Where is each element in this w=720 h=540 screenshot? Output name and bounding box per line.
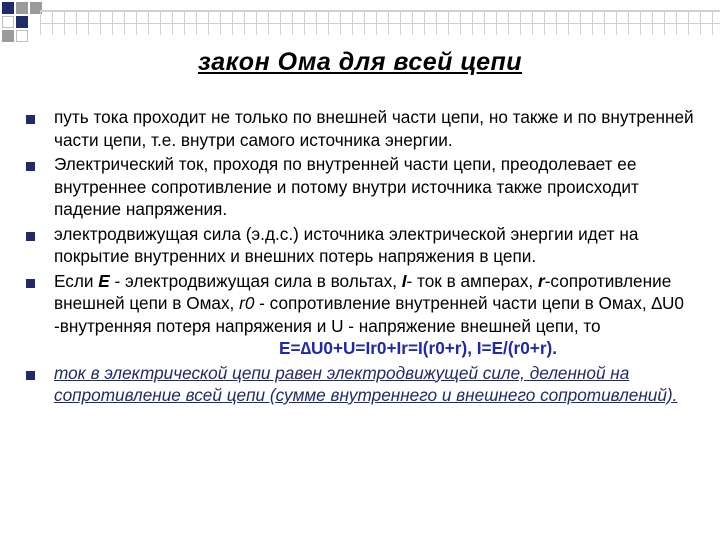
deco-square (2, 2, 14, 14)
list-item (22, 223, 702, 268)
square-bullet-icon (26, 162, 35, 171)
square-bullet-icon (26, 371, 35, 380)
deco-square (2, 30, 14, 42)
list-item (22, 106, 702, 151)
square-bullet-icon (26, 279, 35, 288)
item-text-part: - электродвижущая сила в вольтах, (109, 270, 402, 291)
bullet-list (22, 106, 702, 409)
deco-square (16, 2, 28, 14)
symbol-e: Е (98, 270, 110, 291)
list-item (22, 270, 702, 360)
item-text: Электрический ток, проходя по внутренней части цепи, преодолевает ее внутреннее сопротивление и потому внутри источника также происходит падение напряжения. (54, 154, 639, 219)
formula: E=∆U0+U=Ir0+Ir=I(r0+r), I=E/(r0+r). (278, 338, 558, 358)
conclusion-text: ток в электрической цепи равен электродвижущей силе, деленной на сопротивление всей цепи (сумме внутреннего и внешнего сопротивлений). (54, 362, 678, 405)
symbol-i: I (401, 270, 407, 291)
square-bullet-icon (26, 115, 35, 124)
item-text-part: - ток в амперах, (406, 270, 538, 291)
deco-square (2, 16, 14, 28)
item-text: электродвижущая сила (э.д.с.) источника электрической энергии идет на покрытие внутренних и внешних потерь напряжения в цепи. (54, 223, 639, 266)
symbol-r: r (538, 270, 545, 291)
item-text-part: Если (54, 270, 99, 291)
item-text: путь тока проходит не только по внешней части цепи, но также и по внутренней части цепи, т.е. внутри самого источника энергии. (54, 107, 694, 150)
item-text-part: - сопротивление внутренней части цепи в Омах, ∆U0 -внутренняя потеря напряжения и U - напряжение внешней цепи, то (54, 293, 684, 336)
symbol-r0: r0 (239, 293, 255, 313)
deco-square (16, 30, 28, 42)
list-item (22, 362, 702, 407)
header-grid-band (40, 10, 720, 35)
square-bullet-icon (26, 232, 35, 241)
list-item (22, 153, 702, 221)
item-text-part: -сопротивление внешней цепи в Омах, (54, 270, 672, 313)
deco-square (16, 16, 28, 28)
slide-title: закон Ома для всей цепи (197, 48, 523, 76)
